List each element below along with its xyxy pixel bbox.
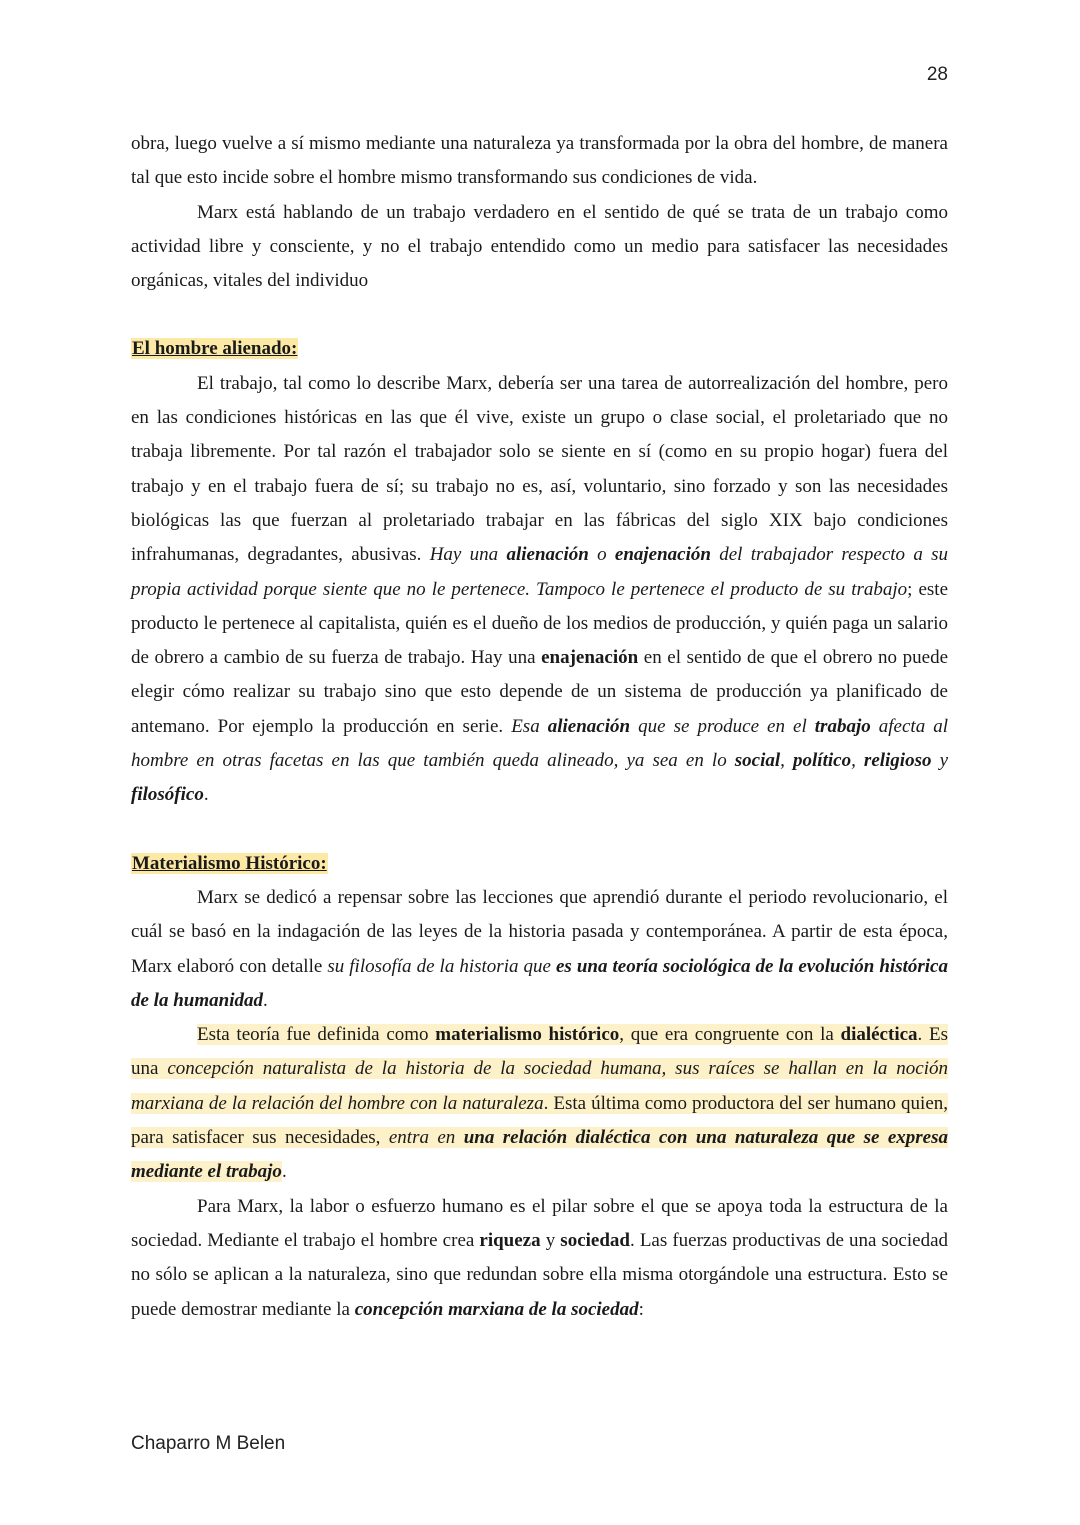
paragraph-labor-humana: Para Marx, la labor o esfuerzo humano es el pilar sobre el que se apoya toda la estructura de la sociedad. Mediante el trabajo el hombre crea riqueza y sociedad. Las fuerzas productivas de una sociedad no sólo se aplican a la naturaleza, sino que redundan sobre ella misma otorgándole una estructura. Esto se puede demostrar mediante la concepción marxiana de la sociedad: — [131, 1195, 948, 1320]
footer-author: Chaparro M Belen — [131, 1433, 286, 1454]
spacer — [131, 298, 948, 332]
spacer — [131, 813, 948, 847]
document-body — [131, 127, 948, 1327]
paragraph-trabajo-verdadero: Marx está hablando de un trabajo verdadero en el sentido de qué se trata de un trabajo como actividad libre y consciente, y no el trabajo entendido como un medio para satisfacer las necesidades orgánicas, vitales del individuo — [131, 201, 948, 292]
section-heading-wrapper — [131, 332, 948, 366]
paragraph-materialismo-intro: Marx se dedicó a repensar sobre las lecciones que aprendió durante el periodo revolucionario, el cuál se basó en la indagación de las leyes de la historia pasada y contemporánea. A partir de esta época, Marx elaboró con detalle su filosofía de la historia que es una teoría sociológica de la evolución histórica de la humanidad. — [131, 886, 948, 1011]
section-heading-wrapper — [131, 847, 948, 881]
paragraph-materialismo-definicion: Esta teoría fue definida como materialismo histórico, que era congruente con la dialéctica. Es una concepción naturalista de la historia de la sociedad humana, sus raíces se hallan en la noción marxiana de la relación del hombre con la naturaleza. Esta última como productora del ser humano quien, para satisfacer sus necesidades, entra en una relación dialéctica con una naturaleza que se expresa mediante el trabajo. — [131, 1024, 949, 1183]
section-heading-materialismo-historico: Materialismo Histórico: — [132, 852, 327, 874]
section-heading-hombre-alienado: El hombre alienado: — [132, 338, 298, 360]
paragraph-alienacion: El trabajo, tal como lo describe Marx, debería ser una tarea de autorrealización del hombre, pero en las condiciones históricas en las que él vive, existe un grupo o clase social, el proletariado que no trabaja libremente. Por tal razón el trabajador solo se siente en sí (como en su propio hogar) fuera del trabajo y en el trabajo fuera de sí; su trabajo no es, así, voluntario, sino forzado y son las necesidades biológicas las que fuerzan al proletariado trabajar en las fábricas del siglo XIX bajo condiciones infrahumanas, degradantes, abusivas. Hay una alienación o enajenación del trabajador respecto a su propia actividad porque siente que no le pertenece. Tampoco le pertenece el producto de su trabajo; este producto le pertenece al capitalista, quién es el dueño de los medios de producción, y quién paga un salario de obrero a cambio de su fuerza de trabajo. Hay una enajenación en el sentido de que el obrero no puede elegir cómo realizar su trabajo sino que esto depende de un sistema de producción ya planificado de antemano. Por ejemplo la producción en serie. Esa alienación que se produce en el trabajo afecta al hombre en otras facetas en las que también queda alineado, ya sea en lo social, político, religioso y filosófico. — [131, 372, 949, 806]
paragraph-obra: obra, luego vuelve a sí mismo mediante una naturaleza ya transformada por la obra del hombre, de manera tal que esto incide sobre el hombre mismo transformando sus condiciones de vida. — [131, 133, 948, 189]
page-number: 28 — [926, 64, 948, 85]
